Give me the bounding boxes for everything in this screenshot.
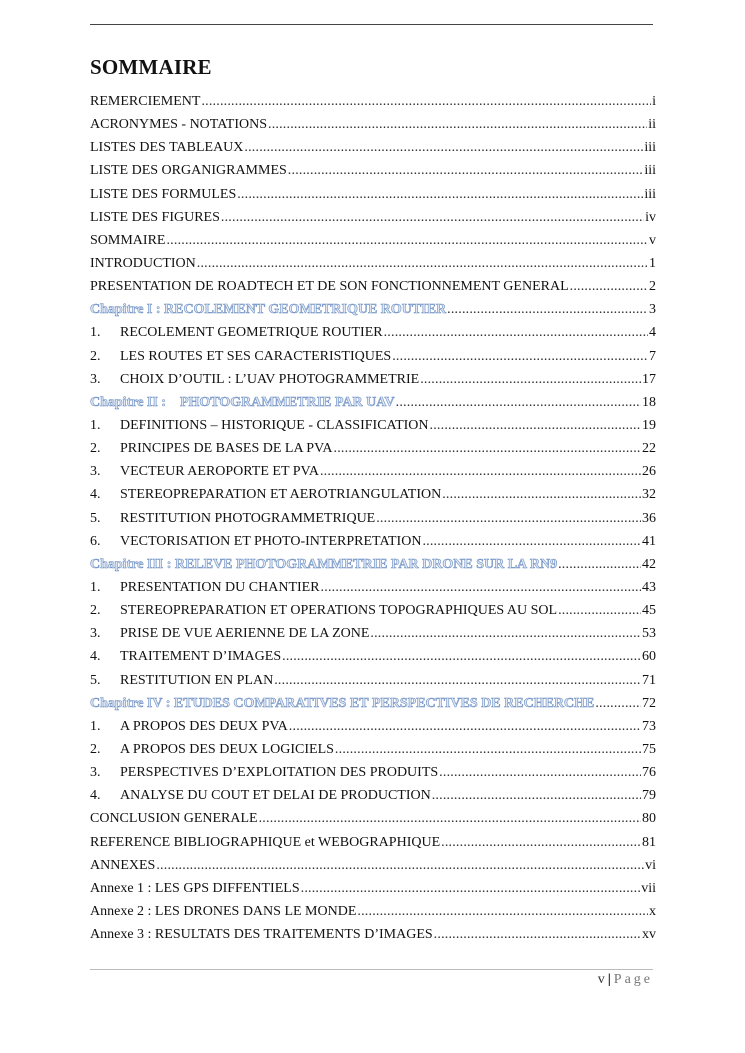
toc-entry[interactable]	[90, 669, 656, 692]
dot-leader	[268, 113, 647, 136]
toc-entry-page: 60	[642, 649, 656, 665]
toc-entry[interactable]	[90, 761, 656, 784]
toc-entry-page: 42	[642, 556, 656, 572]
dot-leader	[244, 136, 643, 159]
toc-entry[interactable]	[90, 807, 656, 830]
toc-entry[interactable]	[90, 599, 656, 622]
dot-leader	[439, 761, 641, 784]
toc-entry-page: 41	[642, 533, 656, 549]
toc-entry-label: Chapitre III : RELEVE PHOTOGRAMMETRIE PAR DRONE SUR LA RN9	[90, 556, 558, 572]
dot-leader	[320, 460, 641, 483]
dot-leader	[442, 483, 641, 506]
toc-entry-label: REFERENCE BIBLIOGRAPHIQUE et WEBOGRAPHIQUE	[90, 834, 441, 850]
toc-entry[interactable]	[90, 345, 656, 368]
toc-entry-page: iii	[644, 163, 656, 179]
toc-entry-page: iii	[644, 140, 656, 156]
toc-chapter-entry[interactable]	[90, 553, 656, 576]
toc-entry-label: REMERCIEMENT	[90, 94, 201, 109]
toc-entry[interactable]	[90, 738, 656, 761]
toc-entry-number: 3.	[90, 765, 101, 781]
toc-entry-number: 5.	[90, 510, 101, 526]
dot-leader	[357, 900, 648, 923]
dot-leader	[197, 252, 648, 275]
toc-entry-page: 18	[642, 394, 656, 410]
dot-leader	[434, 923, 641, 946]
toc-entry-page: 4	[649, 325, 656, 341]
toc-entry[interactable]	[90, 113, 656, 136]
toc-entry-page: 2	[649, 279, 656, 295]
dot-leader	[384, 321, 648, 344]
toc-entry[interactable]	[90, 715, 656, 738]
toc-entry-page: 17	[642, 371, 656, 387]
toc-entry[interactable]	[90, 923, 656, 946]
dot-leader	[370, 622, 641, 645]
toc-entry-label: RECOLEMENT GEOMETRIQUE ROUTIER	[120, 325, 383, 341]
toc-entry-number: 2.	[90, 441, 101, 457]
dot-leader	[430, 414, 641, 437]
dot-leader	[289, 715, 641, 738]
toc-entry-label: VECTEUR AEROPORTE ET PVA	[120, 464, 319, 480]
toc-entry[interactable]	[90, 854, 656, 877]
toc-entry[interactable]	[90, 206, 656, 229]
toc-entry[interactable]	[90, 321, 656, 344]
toc-entry-page: 53	[642, 626, 656, 642]
toc-entry-number: 2.	[90, 603, 101, 619]
toc-entry[interactable]	[90, 229, 656, 252]
toc-entry[interactable]	[90, 252, 656, 275]
toc-entry-page: iv	[645, 209, 656, 225]
toc-entry[interactable]	[90, 275, 656, 298]
toc-entry-page: 19	[642, 417, 656, 433]
toc-entry-page: 81	[642, 834, 656, 850]
header-rule	[90, 24, 653, 25]
dot-leader	[237, 183, 643, 206]
toc-entry-label: STEREOPREPARATION ET OPERATIONS TOPOGRAPHIQUES AU SOL	[120, 603, 558, 619]
dot-leader	[334, 437, 641, 460]
toc-entry-number: 3.	[90, 464, 101, 480]
toc-chapter-entry[interactable]	[90, 692, 656, 715]
dot-leader	[259, 807, 641, 830]
dot-leader	[282, 645, 641, 668]
toc-entry-label: VECTORISATION ET PHOTO-INTERPRETATION	[120, 533, 422, 549]
toc-entry-page: 43	[642, 579, 656, 595]
dot-leader	[166, 229, 648, 252]
dot-leader	[288, 159, 644, 182]
dot-leader	[201, 90, 651, 113]
toc-entry-page: iii	[644, 186, 656, 202]
toc-entry-label: TRAITEMENT D’IMAGES	[120, 649, 282, 665]
toc-entry-page: 36	[642, 510, 656, 526]
toc-entry-label: LISTES DES TABLEAUX	[90, 140, 244, 156]
toc-entry[interactable]	[90, 831, 656, 854]
toc-entry-label: A PROPOS DES DEUX PVA	[120, 718, 288, 734]
toc-entry-page: vi	[645, 857, 656, 873]
toc-entry[interactable]	[90, 530, 656, 553]
toc-entry-label: ANALYSE DU COUT ET DELAI DE PRODUCTION	[120, 788, 431, 804]
dot-leader	[558, 553, 641, 576]
dot-leader	[558, 599, 641, 622]
toc-entry-page: 71	[642, 672, 656, 688]
toc-entry-label: PRISE DE VUE AERIENNE DE LA ZONE	[120, 626, 370, 642]
toc-entry-number: 1.	[90, 718, 101, 734]
toc-entry-number: 3.	[90, 371, 101, 387]
toc-entry-label: LES ROUTES ET SES CARACTERISTIQUES	[120, 348, 392, 364]
toc-entry-page: i	[652, 94, 656, 109]
toc-entry-number: 1.	[90, 579, 101, 595]
dot-leader	[432, 784, 641, 807]
dot-leader	[420, 368, 641, 391]
toc-entry-label: STEREOPREPARATION ET AEROTRIANGULATION	[120, 487, 442, 503]
toc-entry-number: 4.	[90, 649, 101, 665]
toc-entry-label: Chapitre I : RECOLEMENT GEOMETRIQUE ROUTIER	[90, 302, 447, 318]
toc-entry-label: Annexe 2 : LES DRONES DANS LE MONDE	[90, 903, 357, 919]
dot-leader	[335, 738, 641, 761]
dot-leader	[441, 831, 641, 854]
toc-entry[interactable]	[90, 900, 656, 923]
dot-leader	[321, 576, 641, 599]
toc-entry-label: CHOIX D’OUTIL : L’UAV PHOTOGRAMMETRIE	[120, 371, 420, 387]
toc-entry-page: 76	[642, 765, 656, 781]
toc-chapter-entry[interactable]	[90, 391, 656, 414]
toc-entry[interactable]	[90, 645, 656, 668]
toc-entry-number: 6.	[90, 533, 101, 549]
toc-entry[interactable]	[90, 159, 656, 182]
toc-entry-number: 5.	[90, 672, 101, 688]
toc-entry-label: RESTITUTION EN PLAN	[120, 672, 274, 688]
toc-entry-number: 1.	[90, 325, 101, 341]
toc-entry-page: ii	[648, 117, 656, 133]
toc-entry-page: 26	[642, 464, 656, 480]
toc-entry-label: Chapitre IV : ETUDES COMPARATIVES ET PERSPECTIVES DE RECHERCHE	[90, 695, 595, 711]
toc-entry-label: PERSPECTIVES D’EXPLOITATION DES PRODUITS	[120, 765, 439, 781]
dot-leader	[376, 507, 641, 530]
footer-page-number: v	[597, 972, 605, 987]
dot-leader	[274, 669, 641, 692]
toc-entry-page: xv	[642, 927, 656, 943]
toc-entry[interactable]	[90, 90, 656, 113]
toc-entry-label: LISTE DES FORMULES	[90, 186, 237, 202]
page-title: SOMMAIRE	[90, 55, 212, 79]
toc-entry-label: ANNEXES	[90, 857, 156, 873]
footer-separator: |	[607, 972, 611, 987]
toc-entry[interactable]	[90, 460, 656, 483]
toc-entry-page: 45	[642, 603, 656, 619]
toc-entry[interactable]	[90, 483, 656, 506]
dot-leader	[221, 206, 644, 229]
toc-entry-label: LISTE DES ORGANIGRAMMES	[90, 163, 287, 179]
toc-entry[interactable]	[90, 784, 656, 807]
toc-entry-label: INTRODUCTION	[90, 255, 196, 271]
toc-entry-label: LISTE DES FIGURES	[90, 209, 220, 225]
toc-entry-label: Annexe 1 : LES GPS DIFFENTIELS	[90, 880, 300, 896]
toc-entry[interactable]	[90, 437, 656, 460]
footer-rule	[90, 969, 653, 970]
page-footer	[598, 972, 653, 988]
toc-entry[interactable]	[90, 877, 656, 900]
toc-entry-page: 73	[642, 718, 656, 734]
toc-entry-label: RESTITUTION PHOTOGRAMMETRIQUE	[120, 510, 376, 526]
toc-entry-page: 79	[642, 788, 656, 804]
toc-entry-page: 80	[642, 811, 656, 827]
toc-entry-label: Annexe 3 : RESULTATS DES TRAITEMENTS D’IMAGES	[90, 927, 433, 943]
toc-entry-label: PRINCIPES DE BASES DE LA PVA	[120, 441, 333, 457]
dot-leader	[392, 345, 648, 368]
toc-entry-number: 4.	[90, 487, 101, 503]
dot-leader	[156, 854, 644, 877]
toc-entry-label: DEFINITIONS – HISTORIQUE - CLASSIFICATION	[120, 417, 429, 433]
toc-entry-page: x	[649, 903, 656, 919]
toc-entry-label: SOMMAIRE	[90, 232, 166, 248]
toc-entry[interactable]	[90, 576, 656, 599]
dot-leader	[595, 692, 641, 715]
toc-entry-label: Chapitre II : PHOTOGRAMMETRIE PAR UAV	[90, 394, 395, 410]
toc-entry-page: 72	[642, 695, 656, 711]
toc-entry-number: 2.	[90, 741, 101, 757]
toc-entry-page: 7	[649, 348, 656, 364]
dot-leader	[570, 275, 648, 298]
toc-entry[interactable]	[90, 183, 656, 206]
dot-leader	[447, 298, 648, 321]
footer-page-word: Page	[613, 972, 653, 987]
dot-leader	[396, 391, 641, 414]
toc-entry-number: 2.	[90, 348, 101, 364]
toc-entry[interactable]	[90, 136, 656, 159]
toc-entry-label: PRESENTATION DE ROADTECH ET DE SON FONCTIONNEMENT GENERAL	[90, 279, 569, 295]
dot-leader	[301, 877, 641, 900]
toc-entry-label: ACRONYMES - NOTATIONS	[90, 117, 267, 133]
toc-entry[interactable]	[90, 507, 656, 530]
toc-entry-page: 3	[649, 302, 656, 318]
toc-entry[interactable]	[90, 368, 656, 391]
toc-entry-label: A PROPOS DES DEUX LOGICIELS	[120, 741, 334, 757]
toc-entry-page: vii	[641, 880, 656, 896]
toc-entry-page: 32	[642, 487, 656, 503]
toc-entry-label: PRESENTATION DU CHANTIER	[120, 579, 320, 595]
toc-entry[interactable]	[90, 414, 656, 437]
toc-chapter-entry[interactable]	[90, 298, 656, 321]
toc-entry[interactable]	[90, 622, 656, 645]
dot-leader	[422, 530, 641, 553]
toc-entry-page: 22	[642, 441, 656, 457]
toc-entry-page: 1	[649, 255, 656, 271]
table-of-contents	[90, 90, 656, 946]
toc-entry-number: 1.	[90, 417, 101, 433]
toc-entry-number: 3.	[90, 626, 101, 642]
toc-entry-label: CONCLUSION GENERALE	[90, 811, 258, 827]
toc-entry-number: 4.	[90, 788, 101, 804]
toc-entry-page: 75	[642, 741, 656, 757]
toc-entry-page: v	[649, 232, 656, 248]
